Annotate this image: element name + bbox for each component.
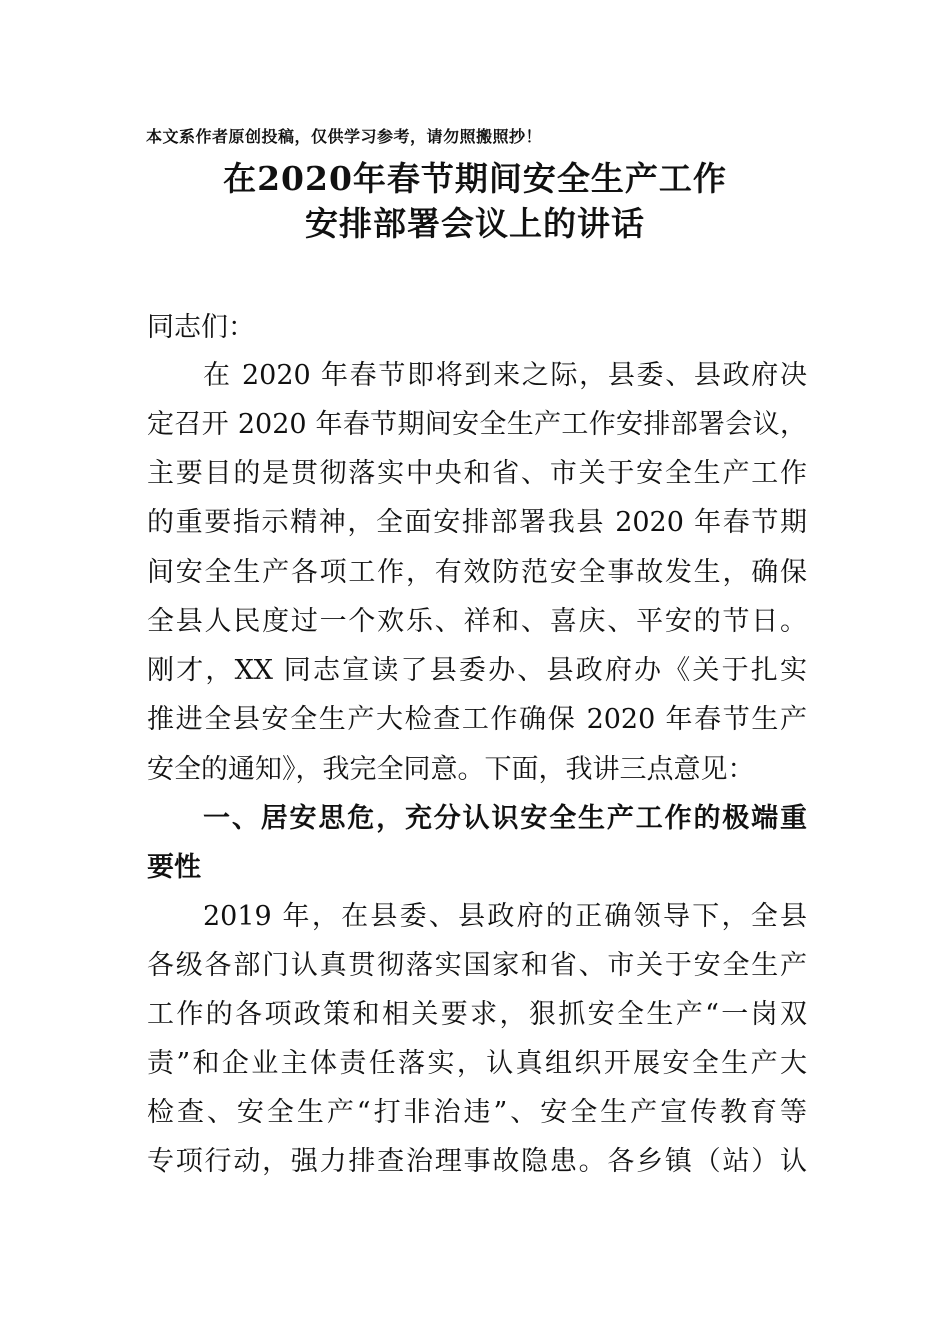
title-line-2: 安排部署会议上的讲话: [305, 204, 645, 243]
title-line-1: 在2020年春节期间安全生产工作: [223, 159, 727, 198]
paragraph-line: 间安全生产各项工作，有效防范安全事故发生，确保: [147, 557, 807, 588]
paragraph-line: 刚才，XX 同志宣读了县委办、县政府办《关于扎实: [147, 655, 807, 686]
paragraph-line: 主要目的是贯彻落实中央和省、市关于安全生产工作: [147, 458, 807, 489]
copyright-notice: 本文系作者原创投稿，仅供学习参考，请勿照搬照抄！: [146, 127, 543, 146]
salutation: 同志们：: [147, 312, 255, 343]
paragraph-line: 全县人民度过一个欢乐、祥和、喜庆、平安的节日。: [147, 606, 807, 637]
paragraph-line: 安全的通知》，我完全同意。下面，我讲三点意见：: [147, 754, 755, 785]
paragraph-line: 各级各部门认真贯彻落实国家和省、市关于安全生产: [147, 950, 807, 981]
paragraph-line: 定召开 2020 年春节期间安全生产工作安排部署会议，: [147, 409, 807, 440]
paragraph-line: 检查、安全生产“打非治违”、安全生产宣传教育等: [147, 1097, 807, 1128]
section-heading: 要性: [147, 852, 201, 883]
paragraph-line: 2019 年，在县委、县政府的正确领导下，全县: [203, 901, 807, 932]
paragraph-line: 工作的各项政策和相关要求，狠抓安全生产“一岗双: [147, 999, 807, 1030]
paragraph-line: 的重要指示精神，全面安排部署我县 2020 年春节期: [147, 507, 807, 538]
paragraph-line: 在 2020 年春节即将到来之际，县委、县政府决: [203, 360, 807, 391]
paragraph-line: 专项行动，强力排查治理事故隐患。各乡镇（站）认: [147, 1146, 807, 1177]
section-heading: 一、居安思危，充分认识安全生产工作的极端重: [203, 803, 807, 834]
paragraph-line: 推进全县安全生产大检查工作确保 2020 年春节生产: [147, 704, 807, 735]
paragraph-line: 责”和企业主体责任落实，认真组织开展安全生产大: [147, 1048, 807, 1079]
